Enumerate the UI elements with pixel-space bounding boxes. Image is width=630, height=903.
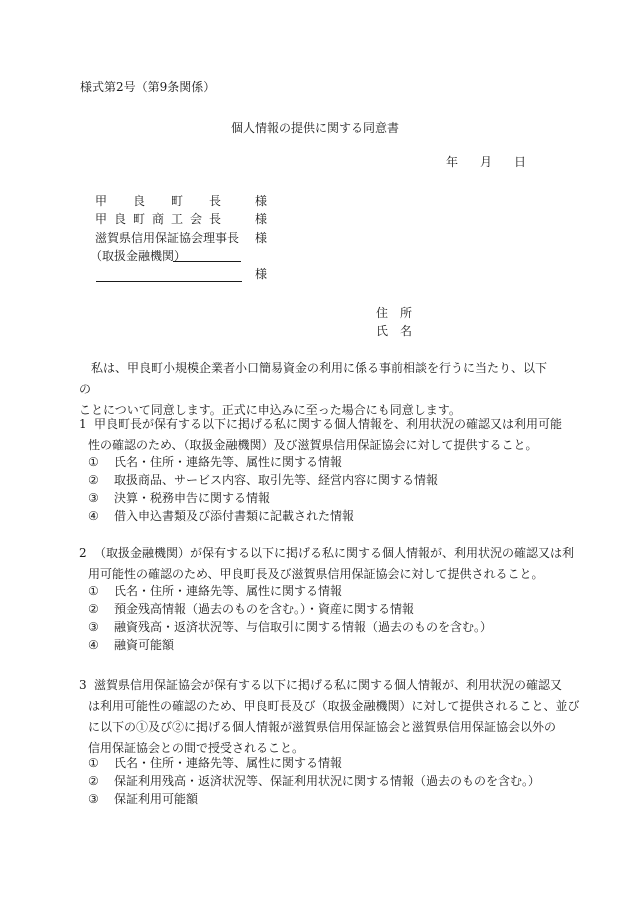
section-1-item-3 [88, 489, 270, 507]
addressee-credit-guarantee [95, 230, 268, 246]
financial-institution-label: （取扱金融機関） [90, 249, 187, 263]
date-day-label: 日 [514, 155, 527, 169]
section-line: 信用保証協会との間で授受されること。 [88, 741, 305, 755]
addressee-honorific: 様 [255, 231, 268, 245]
item-text: 借入申込書類及び添付書類に記載された情報 [114, 509, 355, 523]
section-1-item-2 [88, 471, 438, 489]
item-marker: ① [88, 584, 99, 598]
addressee-mayor [95, 193, 268, 209]
section-2-item-3 [88, 618, 492, 636]
item-marker: ① [88, 756, 99, 770]
item-marker: ② [88, 473, 99, 487]
section-3-item-2 [88, 772, 540, 790]
item-text: 氏名・住所・連絡先等、属性に関する情報 [114, 455, 343, 469]
item-text: 保証利用可能額 [114, 792, 199, 806]
item-text: 融資可能額 [114, 638, 175, 652]
section-3-item-1 [88, 754, 342, 772]
item-marker: ④ [88, 509, 99, 523]
section-number: 2 [79, 546, 87, 560]
item-marker: ② [88, 774, 99, 788]
section-2-item-1 [88, 582, 342, 600]
intro-line: ことについて同意します。正式に申込みに至った場合にも同意します。 [79, 403, 461, 417]
item-marker: ③ [88, 491, 99, 505]
section-line: 甲良町長が保有する以下に掲げる私に関する個人情報を、利用状況の確認又は利用可能 [94, 417, 563, 431]
section-line: 用可能性の確認のため、甲良町長及び滋賀県信用保証協会に対して提供されること。 [88, 567, 544, 581]
date-line [446, 154, 526, 170]
financial-institution-honorific: 様 [255, 267, 268, 281]
document-title: 個人情報の提供に関する同意書 [230, 121, 399, 135]
financial-institution-blank [173, 261, 241, 262]
addressee-name: 甲良町商工会長 [95, 212, 229, 226]
item-text: 保証利用残高・返済状況等、保証利用状況に関する情報（過去のものを含む。） [114, 774, 541, 788]
section-line: に以下の①及び②に掲げる個人情報が滋賀県信用保証協会と滋賀県信用保証協会以外の [88, 720, 557, 734]
section-line: 性の確認のため、（取扱金融機関）及び滋賀県信用保証協会に対して提供すること。 [88, 438, 538, 452]
date-month-label: 月 [480, 155, 493, 169]
item-marker: ④ [88, 638, 99, 652]
addressee-honorific: 様 [255, 194, 268, 208]
item-text: 氏名・住所・連絡先等、属性に関する情報 [114, 584, 343, 598]
section-number: 1 [79, 417, 87, 431]
item-marker: ② [88, 602, 99, 616]
applicant-name-label: 氏 名 [376, 324, 413, 338]
date-year-label: 年 [446, 155, 459, 169]
item-text: 預金残高情報（過去のものを含む。）・資産に関する情報 [114, 602, 415, 616]
intro-paragraph [79, 358, 549, 421]
section-1-item-4 [88, 507, 354, 525]
section-1-item-1 [88, 453, 342, 471]
section-2-heading [79, 543, 575, 585]
form-number: 様式第2号（第9条関係） [80, 80, 216, 94]
item-marker: ③ [88, 792, 99, 806]
section-number: 3 [79, 678, 87, 692]
item-marker: ③ [88, 620, 99, 634]
section-1-heading [79, 414, 563, 456]
intro-line: 私は、甲良町小規模企業者小口簡易資金の利用に係る事前相談を行うに当たり、以下の [79, 361, 548, 396]
section-line: 滋賀県信用保証協会が保有する以下に掲げる私に関する個人情報が、利用状況の確認又 [94, 678, 563, 692]
applicant-address-label: 住 所 [376, 306, 413, 320]
section-2-item-2 [88, 600, 414, 618]
section-3-heading [79, 675, 580, 759]
item-text: 氏名・住所・連絡先等、属性に関する情報 [114, 756, 343, 770]
financial-institution-name-blank [96, 281, 242, 282]
section-line: （取扱金融機関）が保有する以下に掲げる私に関する個人情報が、利用状況の確認又は利 [94, 546, 575, 560]
addressee-name: 甲良町長 [95, 194, 248, 208]
section-2-item-4 [88, 636, 174, 654]
section-3-item-3 [88, 790, 198, 808]
item-text: 取扱商品、サービス内容、取引先等、経営内容に関する情報 [114, 473, 439, 487]
addressee-commerce-association [95, 211, 268, 227]
section-line: は利用可能性の確認のため、甲良町長及び（取扱金融機関）に対して提供されること、並び [88, 699, 580, 713]
item-text: 決算・税務申告に関する情報 [114, 491, 271, 505]
item-marker: ① [88, 455, 99, 469]
addressee-name: 滋賀県信用保証協会理事長 [95, 231, 240, 245]
item-text: 融資残高・返済状況等、与信取引に関する情報（過去のものを含む。） [114, 620, 493, 634]
addressee-honorific: 様 [255, 212, 268, 226]
